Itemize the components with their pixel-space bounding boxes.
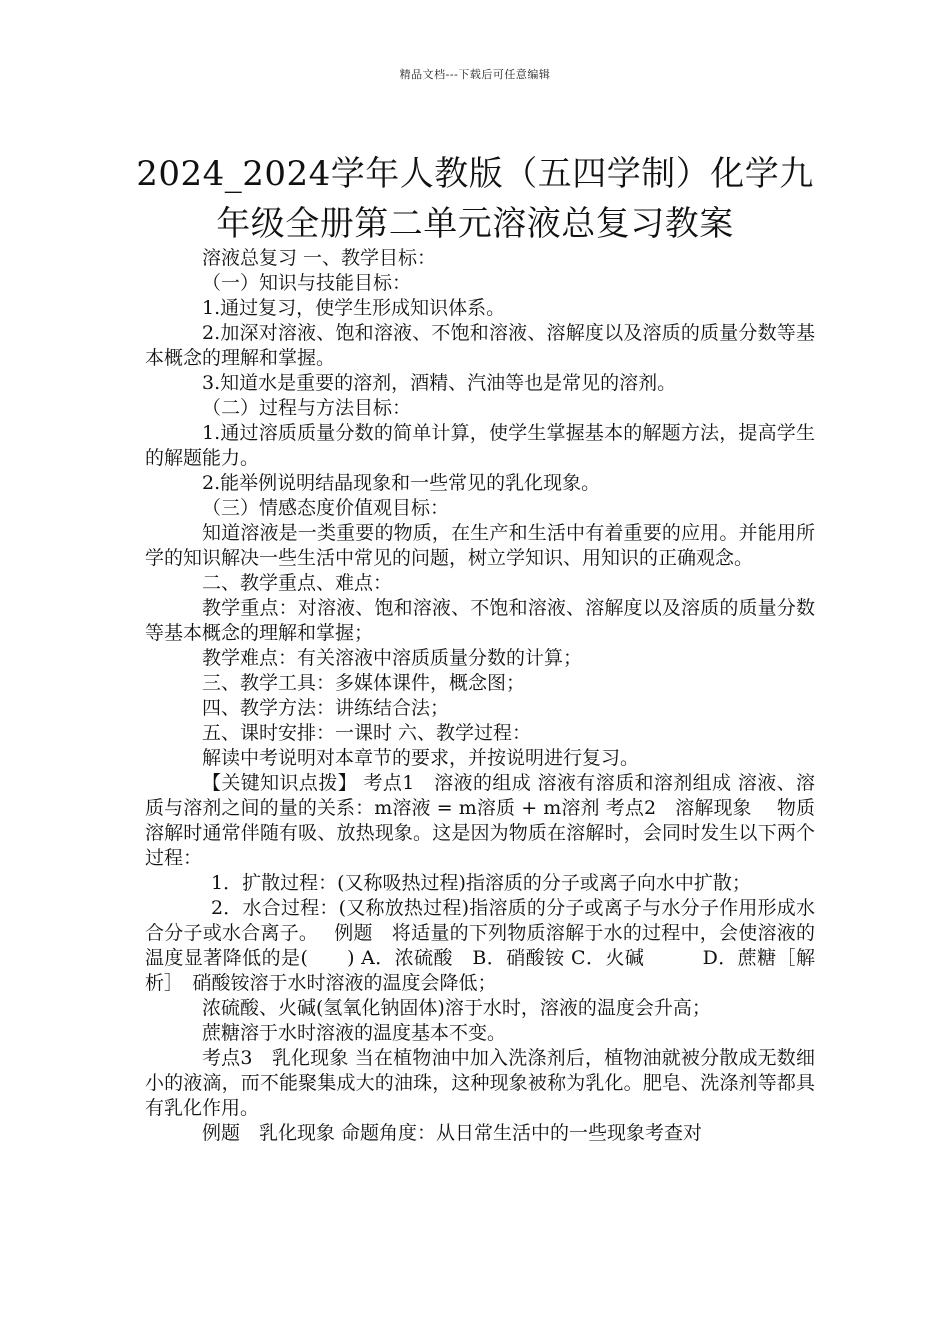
paragraph: 2.能举例说明结晶现象和一些常见的乳化现象。 <box>202 472 601 494</box>
paragraph: （二）过程与方法目标： <box>202 397 412 419</box>
document-body <box>145 246 815 1146</box>
page-header-note: 精品文档---下载后可任意编辑 <box>399 68 551 81</box>
paragraph: 【关键知识点拨】 考点1 溶液的组成 溶液有溶质和溶剂组成 溶液、溶质与溶剂之间的量的关系：m溶液 = m溶质 + m溶剂 考点2 溶解现象 物质溶解时通常伴随有吸、放热现象。这是因为物质在溶解时，会同时发生以下两个过程： <box>145 772 815 869</box>
paragraph: 考点3 乳化现象 当在植物油中加入洗涤剂后，植物油就被分散成无数细小的液滴，而不能聚集成大的油珠，这种现象被称为乳化。肥皂、洗涤剂等都具有乳化作用。 <box>145 1047 815 1119</box>
paragraph: 知道溶液是一类重要的物质，在生产和生活中有着重要的应用。并能用所学的知识解决一些生活中常见的问题，树立学知识、用知识的正确观念。 <box>145 522 815 569</box>
paragraph: 二、教学重点、难点： <box>202 572 393 594</box>
paragraph: 2.加深对溶液、饱和溶液、不饱和溶液、溶解度以及溶质的质量分数等基本概念的理解和掌握。 <box>145 322 815 369</box>
paragraph: 四、教学方法：讲练结合法； <box>202 697 450 719</box>
paragraph: 溶液总复习 一、教学目标： <box>202 247 437 269</box>
paragraph: 教学重点：对溶液、饱和溶液、不饱和溶液、溶解度以及溶质的质量分数等基本概念的理解和掌握； <box>145 597 815 644</box>
paragraph: 3.知道水是重要的溶剂，酒精、汽油等也是常见的溶剂。 <box>202 372 677 394</box>
paragraph: 浓硫酸、火碱(氢氧化钠固体)溶于水时，溶液的温度会升高； <box>202 997 711 1019</box>
paragraph: 1.通过溶质质量分数的简单计算，使学生掌握基本的解题方法，提高学生的解题能力。 <box>145 422 815 469</box>
paragraph: 五、课时安排：一课时 六、教学过程： <box>202 722 532 744</box>
paragraph: （一）知识与技能目标： <box>202 272 412 294</box>
paragraph: （三）情感态度价值观目标： <box>202 497 450 519</box>
paragraph: 1．扩散过程：(又称吸热过程)指溶质的分子或离子向水中扩散； <box>211 872 751 894</box>
document-title: 2024_2024学年人教版（五四学制）化学九年级全册第二单元溶液总复习教案 <box>136 153 814 244</box>
paragraph: 2．水合过程：(又称放热过程)指溶质的分子或离子与水分子作用形成水合分子或水合离子。 例题 将适量的下列物质溶解于水的过程中，会使溶液的温度显著降低的是( ) A．浓硫酸 B．硝酸铵 C．火碱 D．蔗糖［解析］ 硝酸铵溶于水时溶液的温度会降低； <box>145 897 815 994</box>
paragraph: 教学难点：有关溶液中溶质质量分数的计算； <box>202 647 583 669</box>
paragraph: 例题 乳化现象 命题角度：从日常生活中的一些现象考查对 <box>202 1122 703 1144</box>
paragraph: 蔗糖溶于水时溶液的温度基本不变。 <box>202 1022 507 1044</box>
paragraph: 1.通过复习，使学生形成知识体系。 <box>202 297 506 319</box>
paragraph: 三、教学工具：多媒体课件，概念图； <box>202 672 526 694</box>
paragraph: 解读中考说明对本章节的要求，并按说明进行复习。 <box>202 747 640 769</box>
